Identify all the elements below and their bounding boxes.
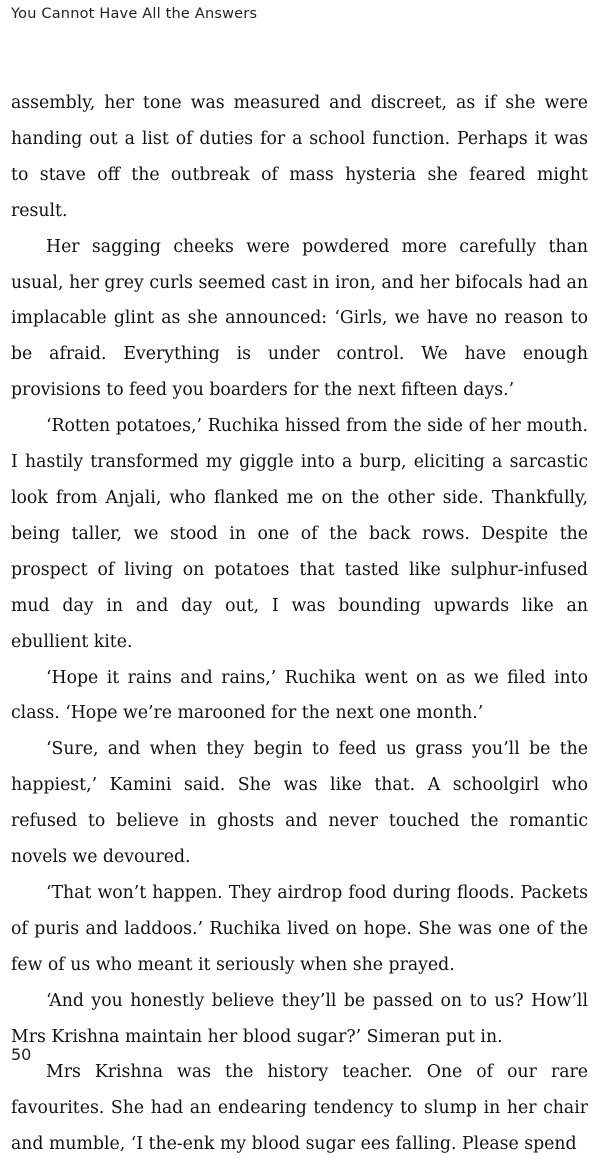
paragraph: ‘Rotten potatoes,’ Ruchika hissed from the side of her mouth. I hastily transformed my giggle into a burp, eliciting a sarcastic look from Anjali, who flanked me on the other side. Thankfully, being taller, we stood in one of the back rows. Despite the prospect of living on potatoes that tasted like sulphur-infused mud day in and day out, I was bounding upwards like an ebullient kite. xyxy=(11,416,588,652)
paragraph: Mrs Krishna was the history teacher. One of our rare favourites. She had an endearing tendency to slump in her chair and mumble, ‘I the-enk my blood sugar ees falling. Please spend xyxy=(11,1062,588,1155)
page-number: 50 xyxy=(11,1045,32,1064)
paragraph: ‘And you honestly believe they’ll be passed on to us? How’ll Mrs Krishna maintain her blood sugar?’ Simeran put in. xyxy=(11,990,588,1047)
paragraph: ‘Hope it rains and rains,’ Ruchika went on as we filed into class. ‘Hope we’re marooned for the next one month.’ xyxy=(11,667,588,724)
paragraph: assembly, her tone was measured and discreet, as if she were handing out a list of duties for a school function. Perhaps it was to stave off the outbreak of mass hysteria she feared might result. xyxy=(11,93,588,221)
running-head-title: You Cannot Have All the Answers xyxy=(11,6,258,22)
body-text xyxy=(11,86,588,1163)
paragraph: ‘That won’t happen. They airdrop food during floods. Packets of puris and laddoos.’ Ruchika lived on hope. She was one of the few of us who meant it seriously when she prayed. xyxy=(11,882,588,975)
paragraph: Her sagging cheeks were powdered more carefully than usual, her grey curls seemed cast in iron, and her bifocals had an implacable glint as she announced: ‘Girls, we have no reason to be afraid. Everything is under control. We have enough provisions to feed you boarders for the next fifteen days.’ xyxy=(11,236,588,401)
paragraph: ‘Sure, and when they begin to feed us grass you’ll be the happiest,’ Kamini said. She was like that. A schoolgirl who refused to believe in ghosts and never touched the romantic novels we devoured. xyxy=(11,739,588,868)
